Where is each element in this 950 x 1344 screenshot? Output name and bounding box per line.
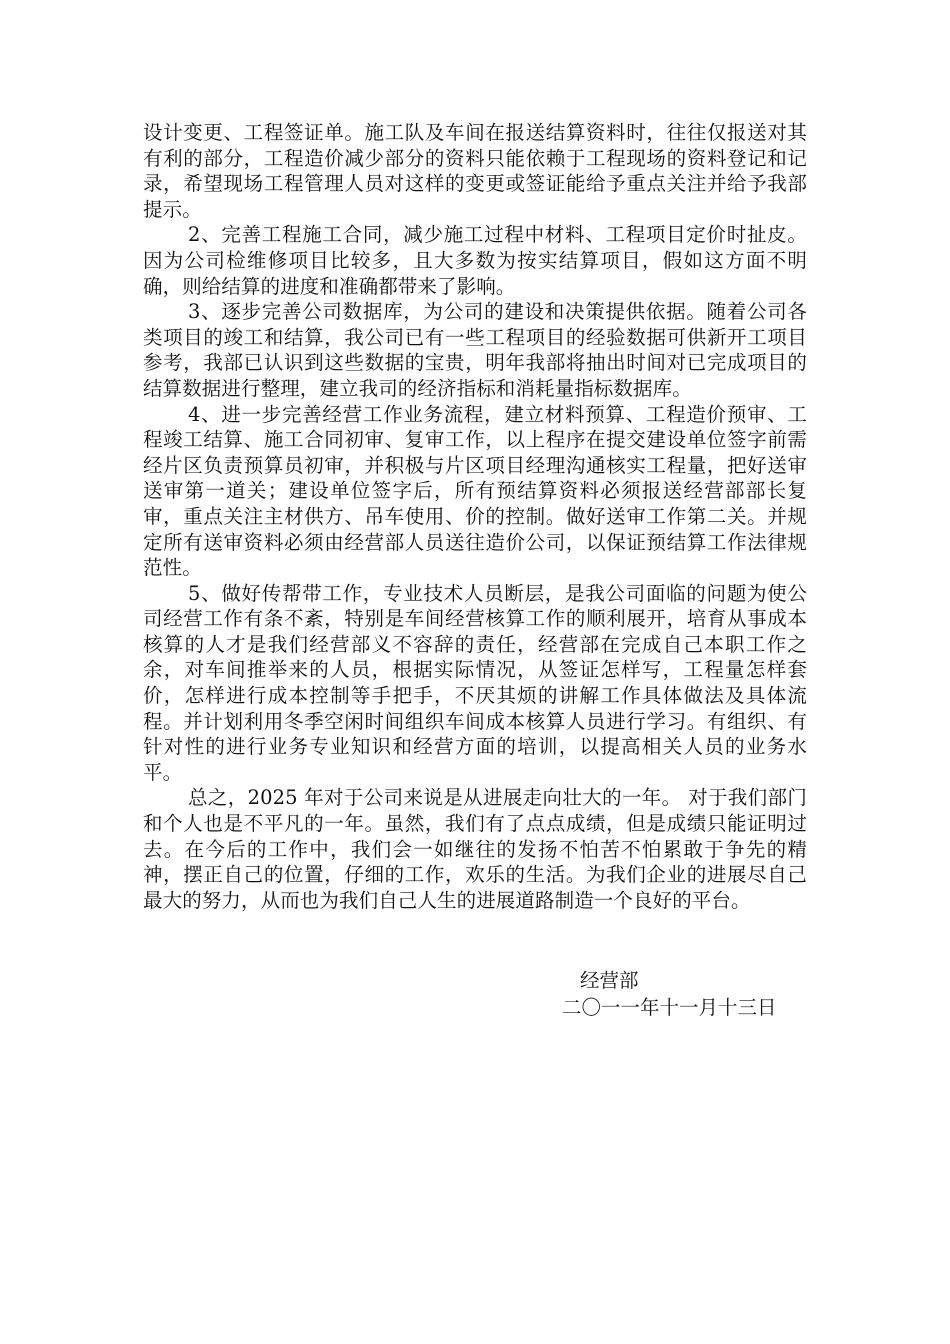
document-body: [143, 120, 807, 913]
paragraph-item-2-contract: 2、完善工程施工合同，减少施工过程中材料、工程项目定价时扯皮。因为公司检维修项目比较多，且大多数为按实结算项目，假如这方面不明确，则给结算的进度和准确都带来了影响。: [143, 223, 807, 298]
signature-department: 经营部: [580, 969, 639, 992]
paragraph-item-3-database: 3、逐步完善公司数据库，为公司的建设和决策提供依据。随着公司各类项目的竣工和结算，我公司已有一些工程项目的经验数据可供新开工项目参考，我部已认识到这些数据的宝贵，明年我部将抽出时间对已完成项目的结算数据进行整理，建立我司的经济指标和消耗量指标数据库。: [143, 300, 807, 400]
paragraph-item-5-mentoring: 5、做好传帮带工作，专业技术人员断层，是我公司面临的问题为使公司经营工作有条不紊，特别是车间经营核算工作的顺利展开，培育从事成本核算的人才是我们经营部义不容辞的责任，经营部在完成自己本职工作之余，对车间推举来的人员，根据实际情况，从签证怎样写，工程量怎样套价，怎样进行成本控制等手把手，不厌其烦的讲解工作具体做法及具体流程。并计划利用冬季空闲时间组织车间成本核算人员进行学习。有组织、有针对性的进行业务专业知识和经营方面的培训，以提高相关人员的业务水平。: [143, 581, 807, 784]
signature-date: 二〇一一年十一月十三日: [562, 996, 777, 1019]
paragraph-summary: 总之，2025 年对于公司来说是从进展走向壮大的一年。 对于我们部门和个人也是不平凡的一年。虽然，我们有了点点成绩，但是成绩只能证明过去。在今后的工作中，我们会一如继往的发扬不怕苦不怕累敢于争先的精神，摆正自己的位置，仔细的工作，欢乐的生活。为我们企业的进展尽自己最大的努力，从而也为我们自己人生的进展道路制造一个良好的平台。: [143, 786, 807, 912]
paragraph-design-change: 设计变更、工程签证单。施工队及车间在报送结算资料时，往往仅报送对其有利的部分，工程造价减少部分的资料只能依赖于工程现场的资料登记和记录，希望现场工程管理人员对这样的变更或签证能给予重点关注并给予我部提示。: [143, 121, 807, 221]
paragraph-item-4-workflow: 4、进一步完善经营工作业务流程，建立材料预算、工程造价预审、工程竣工结算、施工合同初审、复审工作，以上程序在提交建设单位签字前需经片区负责预算员初审，并积极与片区项目经理沟通核实工程量，把好送审送审第一道关；建设单位签字后，所有预结算资料必须报送经营部部长复审，重点关注主材供方、吊车使用、价的控制。做好送审工作第二关。并规定所有送审资料必须由经营部人员送往造价公司，以保证预结算工作法律规范性。: [143, 402, 807, 580]
